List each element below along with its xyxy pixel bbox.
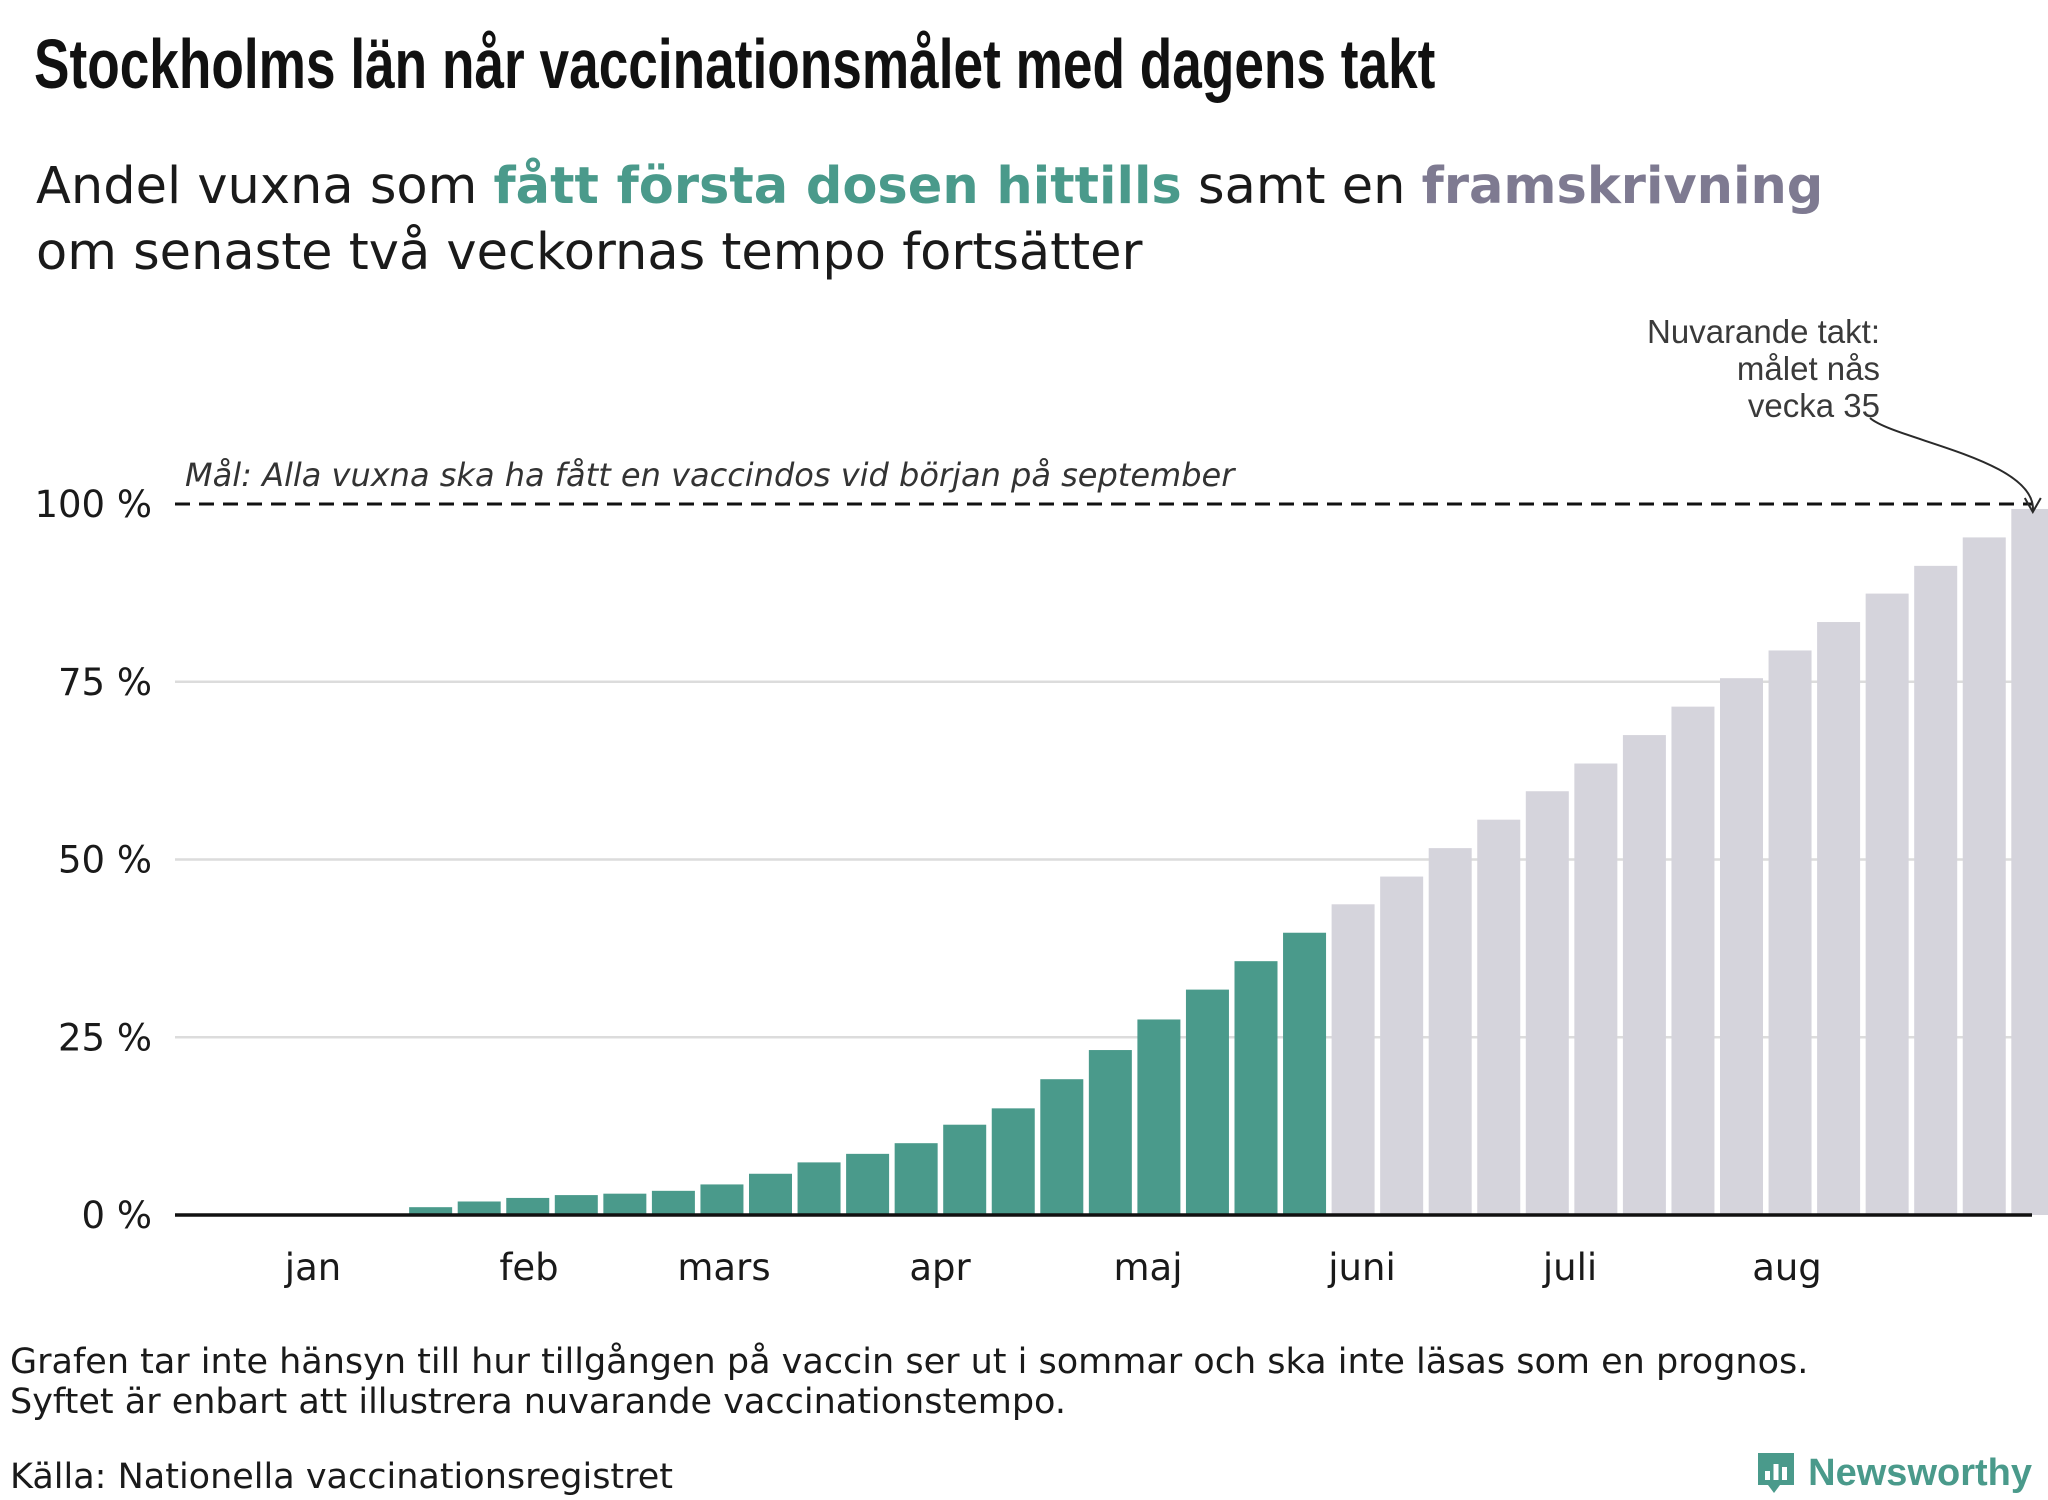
x-tick-label: maj [1113, 1246, 1183, 1289]
subtitle-text-1: Andel vuxna som [36, 157, 494, 216]
y-tick-label: 25 % [58, 1016, 152, 1060]
bar-actual [798, 1162, 841, 1215]
subtitle-highlight-actual: fått första dosen hittills [493, 157, 1182, 216]
bar-projection [1866, 594, 1909, 1215]
bar-projection [1963, 537, 2006, 1215]
bar-projection [1769, 650, 1812, 1215]
bar-actual [1137, 1019, 1180, 1215]
bar-projection [1526, 791, 1569, 1215]
bar-projection [1332, 904, 1375, 1215]
bar-projection [1720, 678, 1763, 1215]
bar-actual [506, 1198, 549, 1215]
y-axis-tick-labels [34, 483, 152, 1237]
y-tick-label: 75 % [58, 660, 152, 704]
x-tick-label: mars [677, 1246, 771, 1289]
x-tick-label: apr [909, 1246, 971, 1289]
footnote-line-1: Grafen tar inte hänsyn till hur tillgången på vaccin ser ut i sommar och ska inte läsas som en prognos. [10, 1342, 1809, 1382]
footnote [10, 1342, 2010, 1422]
brand-name: Newsworthy [1808, 1451, 2032, 1494]
bar-projection [1429, 848, 1472, 1215]
annotation-arrow [1870, 418, 2033, 512]
annotation-line-3: vecka 35 [1747, 387, 1880, 424]
bar-projection [1914, 566, 1957, 1215]
footnote-line-2: Syftet är enbart att illustrera nuvarande vaccinationstempo. [10, 1382, 1066, 1422]
annotation-line-2: målet nås [1736, 350, 1880, 387]
annotation [1647, 313, 2041, 512]
x-tick-label: aug [1752, 1246, 1822, 1289]
bar-actual [652, 1191, 695, 1215]
bar-projection [1623, 735, 1666, 1215]
x-tick-label: jan [284, 1246, 342, 1289]
x-tick-label: juni [1328, 1246, 1396, 1289]
bar-actual [603, 1194, 646, 1215]
bar-projection [1574, 764, 1617, 1215]
bar-actual [749, 1174, 792, 1215]
bar-actual [943, 1125, 986, 1215]
bar-projection [1817, 622, 1860, 1215]
y-tick-label: 100 % [34, 483, 152, 526]
bar-actual [992, 1108, 1035, 1215]
bar-actual [895, 1143, 938, 1215]
bar-projection [1380, 877, 1423, 1215]
bar-projection [1477, 820, 1520, 1215]
source-credit: Källa: Nationella vaccinationsregistret [10, 1457, 674, 1497]
subtitle-highlight-projection: framskrivning [1421, 157, 1824, 216]
bar-projection [1671, 707, 1714, 1215]
chart-title: Stockholms län når vaccinationsmålet med dagens takt [34, 25, 1436, 103]
bar-actual [1283, 933, 1326, 1215]
newsworthy-logo-icon [1754, 1449, 1798, 1497]
bar-actual [458, 1201, 501, 1215]
y-tick-label: 50 % [58, 838, 152, 882]
bar-actual [846, 1154, 889, 1215]
goal-label: Mål: Alla vuxna ska ha fått en vaccindos vid början på september [185, 456, 1235, 494]
bar-actual [1235, 961, 1278, 1215]
bar-actual [1186, 990, 1229, 1215]
brand-logo [1754, 1446, 2032, 1500]
bar-projection [2011, 509, 2048, 1215]
bar-actual [1089, 1050, 1132, 1215]
x-axis-month-labels [284, 1246, 1822, 1289]
x-tick-label: juli [1542, 1246, 1598, 1289]
subtitle-text-2: samt en [1181, 157, 1422, 216]
bar-actual [555, 1195, 598, 1215]
subtitle-text-3: om senaste två veckornas tempo fortsätter [36, 223, 1143, 282]
bars [409, 509, 2048, 1215]
x-tick-label: feb [499, 1246, 559, 1289]
bar-actual [1040, 1079, 1083, 1215]
annotation-line-1: Nuvarande takt: [1647, 313, 1880, 350]
y-tick-label: 0 % [81, 1194, 152, 1237]
bar-actual [700, 1184, 743, 1215]
